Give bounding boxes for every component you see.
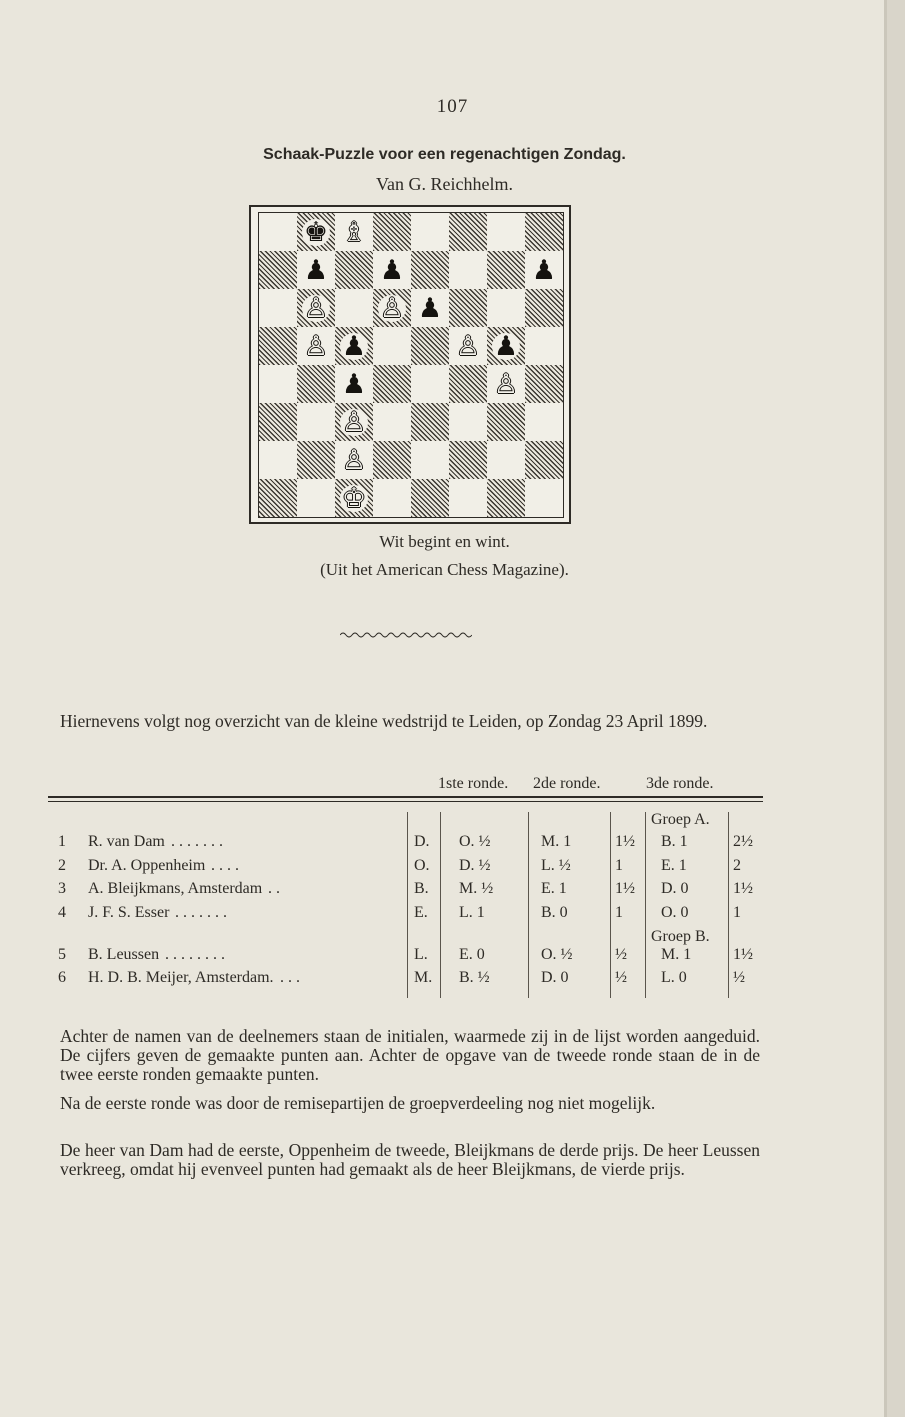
table-cell-nr: 1 — [58, 833, 66, 850]
board-square — [449, 251, 487, 289]
table-cell-nr: 2 — [58, 857, 66, 874]
table-cell-name: B. Leussen — [88, 946, 160, 963]
board-square — [335, 479, 373, 517]
board-square — [297, 403, 335, 441]
chess-board — [258, 212, 564, 518]
table-cell-r1: E. 0 — [459, 946, 485, 963]
white-pawn-icon: ♙ — [303, 292, 329, 324]
table-cell-r1: M. ½ — [459, 880, 494, 897]
board-square — [449, 365, 487, 403]
board-square — [259, 327, 297, 365]
board-square — [373, 403, 411, 441]
board-square — [373, 479, 411, 517]
table-cell-init: O. — [414, 857, 430, 874]
table-cell-name: R. van Dam — [88, 833, 165, 850]
board-square — [297, 289, 335, 327]
notes-paragraph: Na de eerste ronde was door de remisepartijen de groepverdeeling nog niet mogelijk. — [60, 1093, 656, 1113]
group-a-label: Groep A. — [651, 811, 710, 828]
board-square — [449, 441, 487, 479]
board-square — [411, 365, 449, 403]
white-king-icon: ♔ — [341, 482, 367, 514]
table-cell-r3: M. 1 — [661, 946, 692, 963]
board-square — [335, 213, 373, 251]
white-bishop-icon: ♗ — [341, 216, 367, 248]
board-square — [373, 213, 411, 251]
table-cell-r3: D. 0 — [661, 880, 689, 897]
notes-paragraph: De heer van Dam had de eerste, Oppenheim de tweede, Bleijkmans de derde prijs. De heer Leussen verkreeg, omdat hij evenveel punten had gemaakt als de heer Bleijkmans, de vierde prijs. — [60, 1140, 760, 1179]
table-cell-r2: L. ½ — [541, 857, 571, 874]
board-square — [259, 441, 297, 479]
black-pawn-icon: ♟ — [531, 254, 557, 286]
board-square — [487, 327, 525, 365]
table-cell-r1: L. 1 — [459, 904, 485, 921]
table-cell-init: M. — [414, 969, 433, 986]
round-header-2: 2de ronde. — [533, 775, 601, 792]
black-pawn-icon: ♟ — [341, 368, 367, 400]
board-square — [373, 251, 411, 289]
table-cell-total: 2 — [733, 857, 741, 874]
board-square — [487, 403, 525, 441]
table-cell-init: D. — [414, 833, 430, 850]
board-square — [297, 327, 335, 365]
board-square — [449, 327, 487, 365]
board-square — [297, 441, 335, 479]
board-square — [335, 403, 373, 441]
black-king-icon: ♚ — [303, 216, 329, 248]
board-square — [411, 289, 449, 327]
board-square — [487, 441, 525, 479]
ornament-divider — [340, 630, 472, 640]
white-pawn-icon: ♙ — [341, 406, 367, 438]
column-rule — [407, 812, 408, 998]
board-square — [373, 289, 411, 327]
table-cell-r2: B. 0 — [541, 904, 568, 921]
column-rule — [440, 812, 441, 998]
table-cell-name: A. Bleijkmans, Amsterdam — [88, 880, 263, 897]
table-cell-r2t: 1 — [615, 904, 623, 921]
board-square — [449, 213, 487, 251]
board-square — [411, 441, 449, 479]
board-square — [487, 289, 525, 327]
table-cell-r1: O. ½ — [459, 833, 491, 850]
board-square — [373, 365, 411, 403]
board-square — [449, 479, 487, 517]
table-cell-r2t: ½ — [615, 946, 627, 963]
board-square — [449, 403, 487, 441]
board-square — [525, 327, 563, 365]
white-pawn-icon: ♙ — [379, 292, 405, 324]
table-cell-init: E. — [414, 904, 428, 921]
board-square — [373, 327, 411, 365]
board-square — [335, 327, 373, 365]
table-cell-name: Dr. A. Oppenheim — [88, 857, 206, 874]
table-cell-r2t: 1 — [615, 857, 623, 874]
table-cell-leader-dots: . . . — [280, 969, 300, 986]
board-square — [411, 213, 449, 251]
table-cell-r2: M. 1 — [541, 833, 572, 850]
black-pawn-icon: ♟ — [303, 254, 329, 286]
table-cell-total: 1½ — [733, 946, 753, 963]
puzzle-author: Van G. Reichhelm. — [376, 174, 513, 194]
board-square — [259, 479, 297, 517]
page-number: 107 — [436, 96, 469, 117]
notes-paragraph: Achter de namen van de deelnemers staan de initialen, waarmede zij in de lijst worden aangeduid. De cijfers geven de gemaakte punten aan. Achter de opgave van de tweede ronde staan de in de twee eerste ronden gemaakte punten. — [60, 1026, 760, 1084]
board-square — [297, 213, 335, 251]
round-header-3: 3de ronde. — [646, 775, 714, 792]
board-square — [335, 289, 373, 327]
table-cell-total: 1½ — [733, 880, 753, 897]
chess-board-frame — [249, 205, 571, 524]
white-pawn-icon: ♙ — [303, 330, 329, 362]
board-square — [259, 403, 297, 441]
board-square — [297, 365, 335, 403]
board-square — [297, 251, 335, 289]
board-square — [411, 479, 449, 517]
table-cell-r2: O. ½ — [541, 946, 573, 963]
board-square — [259, 251, 297, 289]
table-cell-total: ½ — [733, 969, 745, 986]
table-cell-r2t: 1½ — [615, 880, 635, 897]
column-rule — [728, 812, 729, 998]
column-rule — [610, 812, 611, 998]
white-pawn-icon: ♙ — [341, 444, 367, 476]
table-cell-name: H. D. B. Meijer, Amsterdam. — [88, 969, 274, 986]
table-cell-r1: B. ½ — [459, 969, 490, 986]
board-square — [487, 213, 525, 251]
intro-paragraph: Hiernevens volgt nog overzicht van de kleine wedstrijd te Leiden, op Zondag 23 April 1899. — [60, 711, 708, 731]
table-cell-leader-dots: . . . . . . . — [171, 833, 223, 850]
board-square — [487, 365, 525, 403]
table-cell-r1: D. ½ — [459, 857, 491, 874]
black-pawn-icon: ♟ — [379, 254, 405, 286]
table-cell-nr: 6 — [58, 969, 66, 986]
table-cell-nr: 3 — [58, 880, 66, 897]
table-cell-r3: O. 0 — [661, 904, 689, 921]
table-cell-r2: E. 1 — [541, 880, 567, 897]
round-header-1: 1ste ronde. — [438, 775, 509, 792]
board-square — [525, 289, 563, 327]
table-cell-init: B. — [414, 880, 429, 897]
board-square — [297, 479, 335, 517]
board-square — [373, 441, 411, 479]
board-square — [525, 441, 563, 479]
table-rule-top — [48, 796, 763, 798]
table-cell-leader-dots: . . . . . . . — [175, 904, 227, 921]
page-edge — [887, 0, 905, 1417]
board-square — [259, 289, 297, 327]
board-square — [335, 365, 373, 403]
board-square — [411, 251, 449, 289]
column-rule — [528, 812, 529, 998]
table-cell-total: 2½ — [733, 833, 753, 850]
board-square — [259, 213, 297, 251]
white-pawn-icon: ♙ — [455, 330, 481, 362]
board-square — [487, 479, 525, 517]
board-square — [525, 403, 563, 441]
board-square — [259, 365, 297, 403]
table-cell-init: L. — [414, 946, 428, 963]
board-square — [487, 251, 525, 289]
table-cell-total: 1 — [733, 904, 741, 921]
board-square — [525, 251, 563, 289]
table-cell-leader-dots: . . — [268, 880, 280, 897]
table-cell-r2: D. 0 — [541, 969, 569, 986]
board-square — [525, 479, 563, 517]
board-square — [411, 327, 449, 365]
table-cell-r2t: 1½ — [615, 833, 635, 850]
board-square — [335, 441, 373, 479]
table-rule-top-thin — [48, 801, 763, 802]
puzzle-title: Schaak-Puzzle voor een regenachtigen Zondag. — [263, 146, 626, 163]
white-pawn-icon: ♙ — [493, 368, 519, 400]
black-pawn-icon: ♟ — [417, 292, 443, 324]
board-square — [335, 251, 373, 289]
board-square — [411, 403, 449, 441]
board-caption: Wit begint en wint. — [379, 532, 510, 551]
group-b-label: Groep B. — [651, 928, 710, 945]
board-square — [449, 289, 487, 327]
board-square — [525, 365, 563, 403]
column-rule — [645, 812, 646, 998]
table-cell-r3: E. 1 — [661, 857, 687, 874]
table-cell-leader-dots: . . . . — [211, 857, 239, 874]
table-cell-r2t: ½ — [615, 969, 627, 986]
board-square — [525, 213, 563, 251]
board-source: (Uit het American Chess Magazine). — [320, 560, 569, 579]
table-cell-r3: L. 0 — [661, 969, 687, 986]
table-cell-name: J. F. S. Esser — [88, 904, 170, 921]
black-pawn-icon: ♟ — [493, 330, 519, 362]
table-cell-r3: B. 1 — [661, 833, 688, 850]
table-cell-nr: 5 — [58, 946, 66, 963]
page-edge-shadow — [884, 0, 887, 1417]
table-cell-nr: 4 — [58, 904, 66, 921]
black-pawn-icon: ♟ — [341, 330, 367, 362]
table-cell-leader-dots: . . . . . . . . — [165, 946, 225, 963]
